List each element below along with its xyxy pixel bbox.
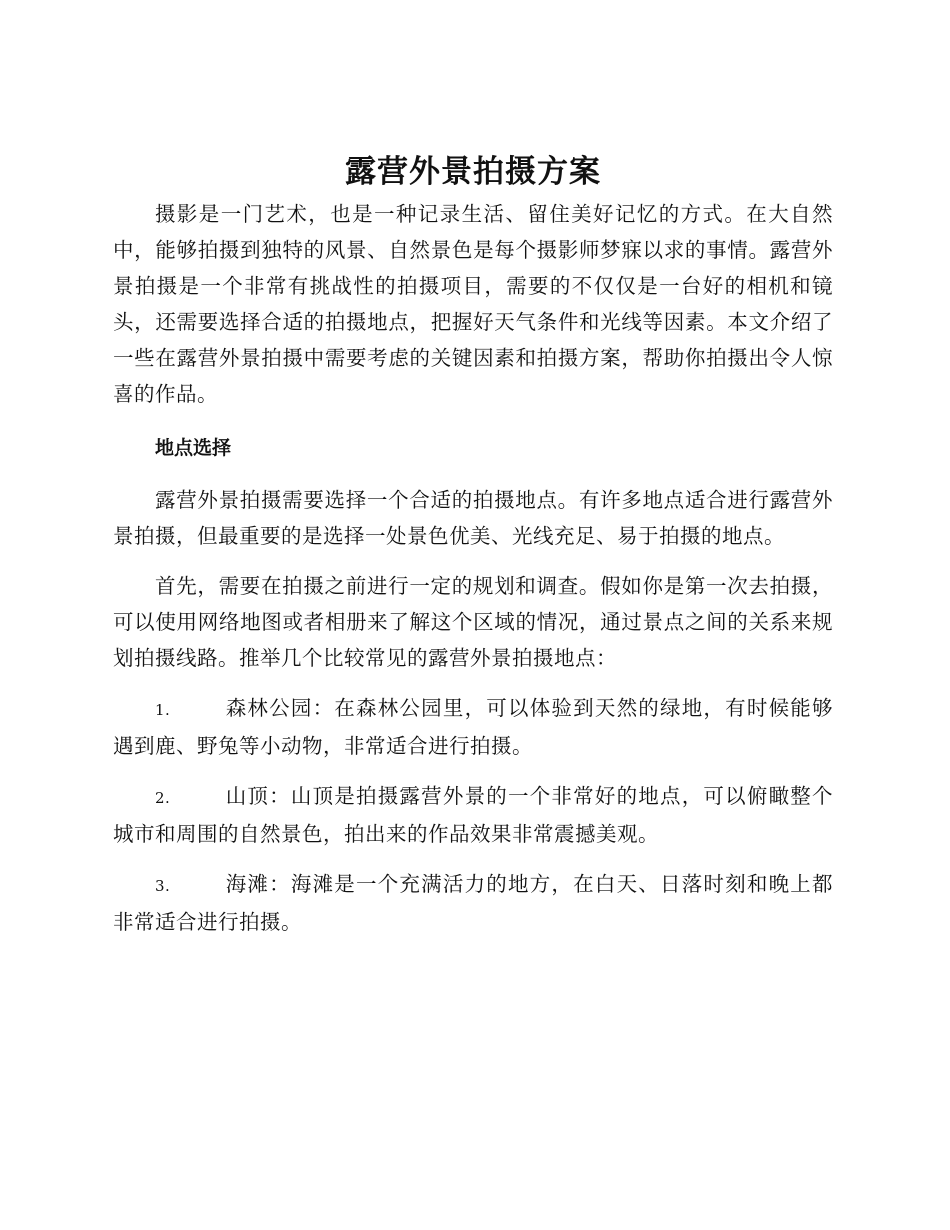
document-title: 露营外景拍摄方案 [345,154,601,190]
list-item [113,778,833,852]
section-heading: 地点选择 [155,437,232,459]
body-paragraph: 露营外景拍摄需要选择一个合适的拍摄地点。有许多地点适合进行露营外景拍摄，但最重要的是选择一处景色优美、光线充足、易于拍摄的地点。 [113,488,833,548]
list-number: 2. [155,789,171,807]
list-item-text: 森林公园：在森林公园里，可以体验到天然的绿地，有时候能够遇到鹿、野兔等小动物，非常适合进行拍摄。 [113,696,833,758]
list-item [113,866,833,940]
list-item-text: 山顶：山顶是拍摄露营外景的一个非常好的地点，可以俯瞰整个城市和周围的自然景色，拍出来的作品效果非常震撼美观。 [113,784,833,846]
body-paragraph: 首先，需要在拍摄之前进行一定的规划和调查。假如你是第一次去拍摄，可以使用网络地图或者相册来了解这个区域的情况，通过景点之间的关系来规划拍摄线路。推举几个比较常见的露营外景拍摄地点： [113,574,833,670]
document-page [113,150,833,954]
list-number: 1. [155,701,171,719]
list-number: 3. [155,877,171,895]
list-item [113,690,833,764]
list-item-text: 海滩：海滩是一个充满活力的地方，在白天、日落时刻和晚上都非常适合进行拍摄。 [113,872,833,934]
intro-paragraph: 摄影是一门艺术，也是一种记录生活、留住美好记忆的方式。在大自然中，能够拍摄到独特的风景、自然景色是每个摄影师梦寐以求的事情。露营外景拍摄是一个非常有挑战性的拍摄项目，需要的不仅仅是一台好的相机和镜头，还需要选择合适的拍摄地点，把握好天气条件和光线等因素。本文介绍了一些在露营外景拍摄中需要考虑的关键因素和拍摄方案，帮助你拍摄出令人惊喜的作品。 [113,202,833,406]
